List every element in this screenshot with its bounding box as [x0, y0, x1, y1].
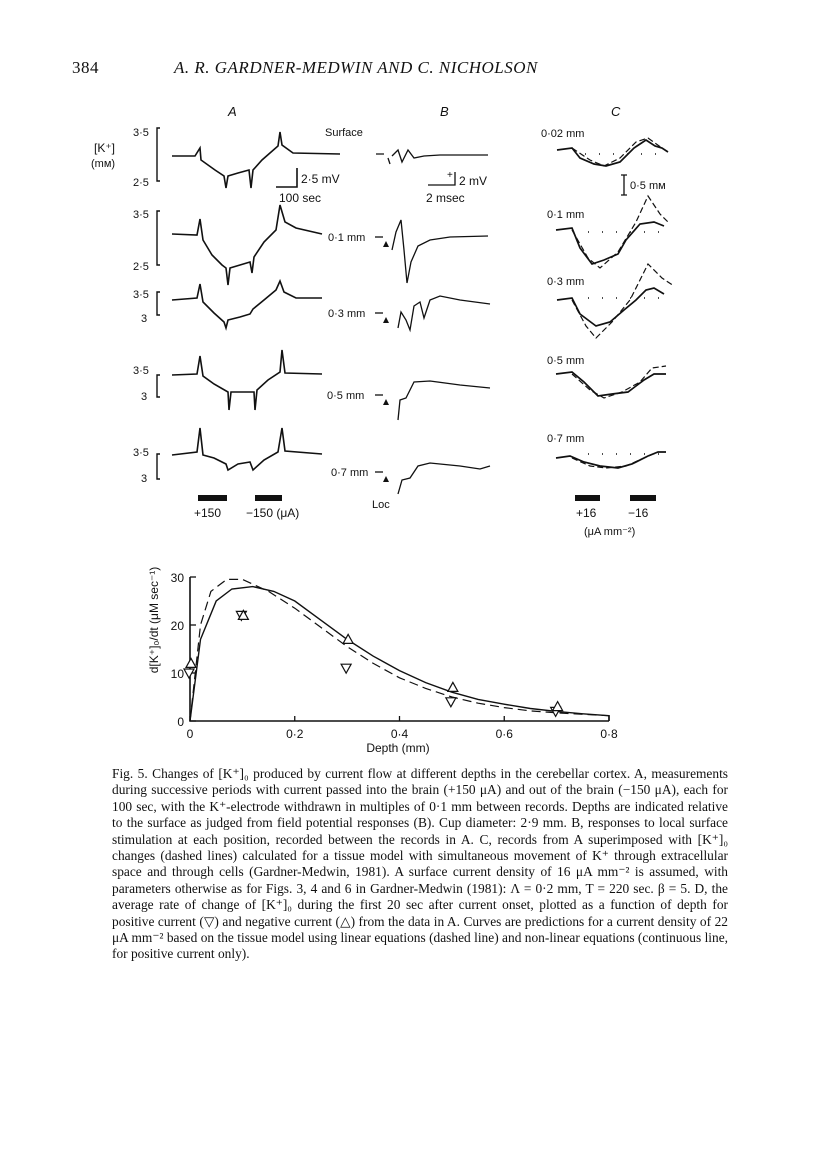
caption-text: Fig. 5. Changes of [K⁺]₀ produced by current flow at different depths in the cerebellar cortex. A, measurements during successive periods with current passed into the brain (+150 μA) and out of the brain (−150 μA), each for 100 sec, with the K⁺-electrode withdrawn in multiples of 0·1 mm between records. Depths are indicated relative to the surface as judged from field potential responses (B). Cup diameter: 2·9 mm. B, responses to local surface stimulation at each position, recorded between the records in A. C, records from A superimposed with [K⁺]₀ changes (dashed lines) calculated for a tissue model with simultaneous movement of K⁺ through extracellular space and through cells (Gardner-Medwin, 1981). A surface current density of 16 μA mm⁻² is assumed, with parameters otherwise as for Figs. 3, 4 and 6 in Gardner-Medwin (1981): Λ = 0·2 mm, T = 220 sec. β = 5. D, the average rate of change of [K⁺]₀ during the first 20 sec after current onset, plotted as a function of depth for positive current (▽) and negative current (△) from the data in A. Curves are predictions for a current density of 22 μA mm⁻² based on the tissue model using linear equations (dashed line) and non-linear equations (continuous line, for positive current only).: [112, 766, 728, 962]
panel-c-depth-0-3: 0·3 mm: [547, 276, 585, 288]
panel-a-scale-mv: 2·5 mV: [301, 172, 340, 186]
record-0-5: [556, 372, 666, 396]
panel-c-bar-label-negative: −16: [628, 506, 649, 520]
x-tick-label: 0·8: [600, 727, 618, 741]
panel-c-bar-negative: [630, 495, 656, 501]
field-potential-0-5: [398, 381, 490, 420]
stim-arrow-0-3: [383, 317, 389, 323]
panel-c-depth-0-1: 0·1 mm: [547, 209, 585, 221]
panel-a-bar-negative: [255, 495, 282, 501]
panel-label-c: C: [611, 104, 621, 119]
point-negative-current: [343, 634, 353, 643]
field-potential-0-1: [392, 220, 488, 283]
trace5-tick-bottom: 3: [141, 473, 148, 485]
trace4-scale-bracket: [157, 375, 160, 397]
panel-c-depth-0-7: 0·7 mm: [547, 433, 585, 445]
field-potential-surface: [392, 150, 488, 162]
panel-c-depth-0-5: 0·5 mm: [547, 355, 585, 367]
panel-d-chart: [147, 567, 618, 755]
panel-b-depth-0-1: 0·1 mm: [328, 232, 366, 244]
curve-linear: [190, 579, 609, 721]
panel-b-depth-0-7: 0·7 mm: [331, 467, 369, 479]
x-tick-label: 0·4: [390, 727, 409, 741]
trace3-tick-bottom: 3: [141, 313, 148, 325]
panel-c-bar-positive: [575, 495, 600, 501]
panel-label-a: A: [228, 104, 237, 119]
panel-b-scale-plus: +: [447, 170, 453, 181]
trace2-tick-top: 3·5: [133, 209, 149, 221]
trace5-k-record: [172, 428, 322, 470]
y-tick-label: 10: [170, 667, 184, 681]
x-tick-label: 0·2: [286, 727, 304, 741]
stim-arrow-0-1: [383, 241, 389, 247]
panel-a-scale-time: 100 sec: [279, 191, 322, 205]
point-negative-current: [186, 658, 196, 667]
panel-a-bar-positive: [198, 495, 227, 501]
x-tick-label: 0: [186, 727, 194, 741]
point-positive-current: [341, 664, 351, 673]
trace2-scale-bracket: [157, 211, 160, 265]
panel-b-loc-label: Loc: [372, 499, 390, 511]
model-0-3: [572, 264, 674, 338]
point-positive-current: [446, 698, 456, 707]
y-tick-label: 0: [177, 715, 184, 729]
panel-c-bar-label-positive: +16: [576, 506, 597, 520]
model-0-5: [572, 366, 666, 398]
running-header-authors: A. R. GARDNER-MEDWIN AND C. NICHOLSON: [174, 58, 538, 77]
x-tick-label: 0·6: [495, 727, 513, 741]
panel-c-scale-bar: [621, 175, 627, 195]
trace5-tick-top: 3·5: [133, 447, 149, 459]
panel-b-depth-surface: Surface: [325, 127, 363, 139]
chart-x-axis-label: Depth (mm): [366, 741, 430, 755]
panel-b-scale-mv: 2 mV: [459, 174, 488, 188]
trace4-tick-top: 3·5: [133, 365, 149, 377]
trace2-tick-bottom: 2·5: [133, 261, 149, 273]
panel-a: [91, 127, 340, 520]
panel-a-scale-bar: [276, 168, 297, 187]
surface-stim-marker: [376, 154, 390, 164]
trace2-k-record: [172, 205, 322, 285]
curve-nonlinear: [190, 587, 609, 721]
panel-a-bar-label-positive: +150: [194, 506, 222, 520]
panel-b: [325, 127, 490, 511]
field-potential-0-3: [398, 296, 490, 330]
stim-arrow-0-7: [383, 476, 389, 482]
figure-caption: [112, 766, 728, 963]
panel-b-depth-0-5: 0·5 mm: [327, 390, 365, 402]
record-0-1: [556, 222, 664, 264]
field-potential-0-7: [398, 463, 490, 494]
trace4-tick-bottom: 3: [141, 391, 148, 403]
chart-ticks: [171, 571, 618, 741]
trace5-scale-bracket: [157, 454, 160, 479]
panel-c-depth-0-02: 0·02 mm: [541, 128, 585, 140]
trace3-tick-top: 3·5: [133, 289, 149, 301]
panel-c-units: (μA mm⁻²): [584, 526, 636, 538]
page-number: 384: [72, 58, 99, 77]
panel-label-b: B: [440, 104, 449, 119]
point-negative-current: [448, 682, 458, 691]
record-0-3: [557, 288, 664, 326]
y-tick-label: 30: [170, 571, 184, 585]
panel-a-ylabel-line1: [K⁺]: [94, 141, 116, 155]
panel-a-ylabel-line2: (mм): [91, 158, 116, 170]
trace1-scale-bracket: [157, 128, 160, 181]
chart-axes: [190, 577, 609, 721]
panel-b-scale-time: 2 msec: [426, 191, 465, 205]
trace3-scale-bracket: [157, 292, 160, 315]
panel-a-bar-label-negative: −150 (μA): [246, 506, 300, 520]
trace1-tick-top: 3·5: [133, 127, 149, 139]
trace4-k-record: [172, 350, 322, 410]
chart-y-axis-label: d[K⁺]₀/dt (μM sec⁻¹): [147, 566, 161, 674]
y-tick-label: 20: [170, 619, 184, 633]
point-negative-current: [553, 702, 563, 711]
panel-b-depth-0-3: 0·3 mm: [328, 308, 366, 320]
panel-c-scale-mm: 0·5 mм: [630, 180, 666, 192]
record-0-7: [556, 452, 666, 468]
panel-c: [541, 128, 674, 538]
trace1-tick-bottom: 2·5: [133, 177, 149, 189]
trace3-k-record: [172, 281, 322, 328]
stim-arrow-0-5: [383, 399, 389, 405]
model-0-7: [572, 452, 658, 468]
